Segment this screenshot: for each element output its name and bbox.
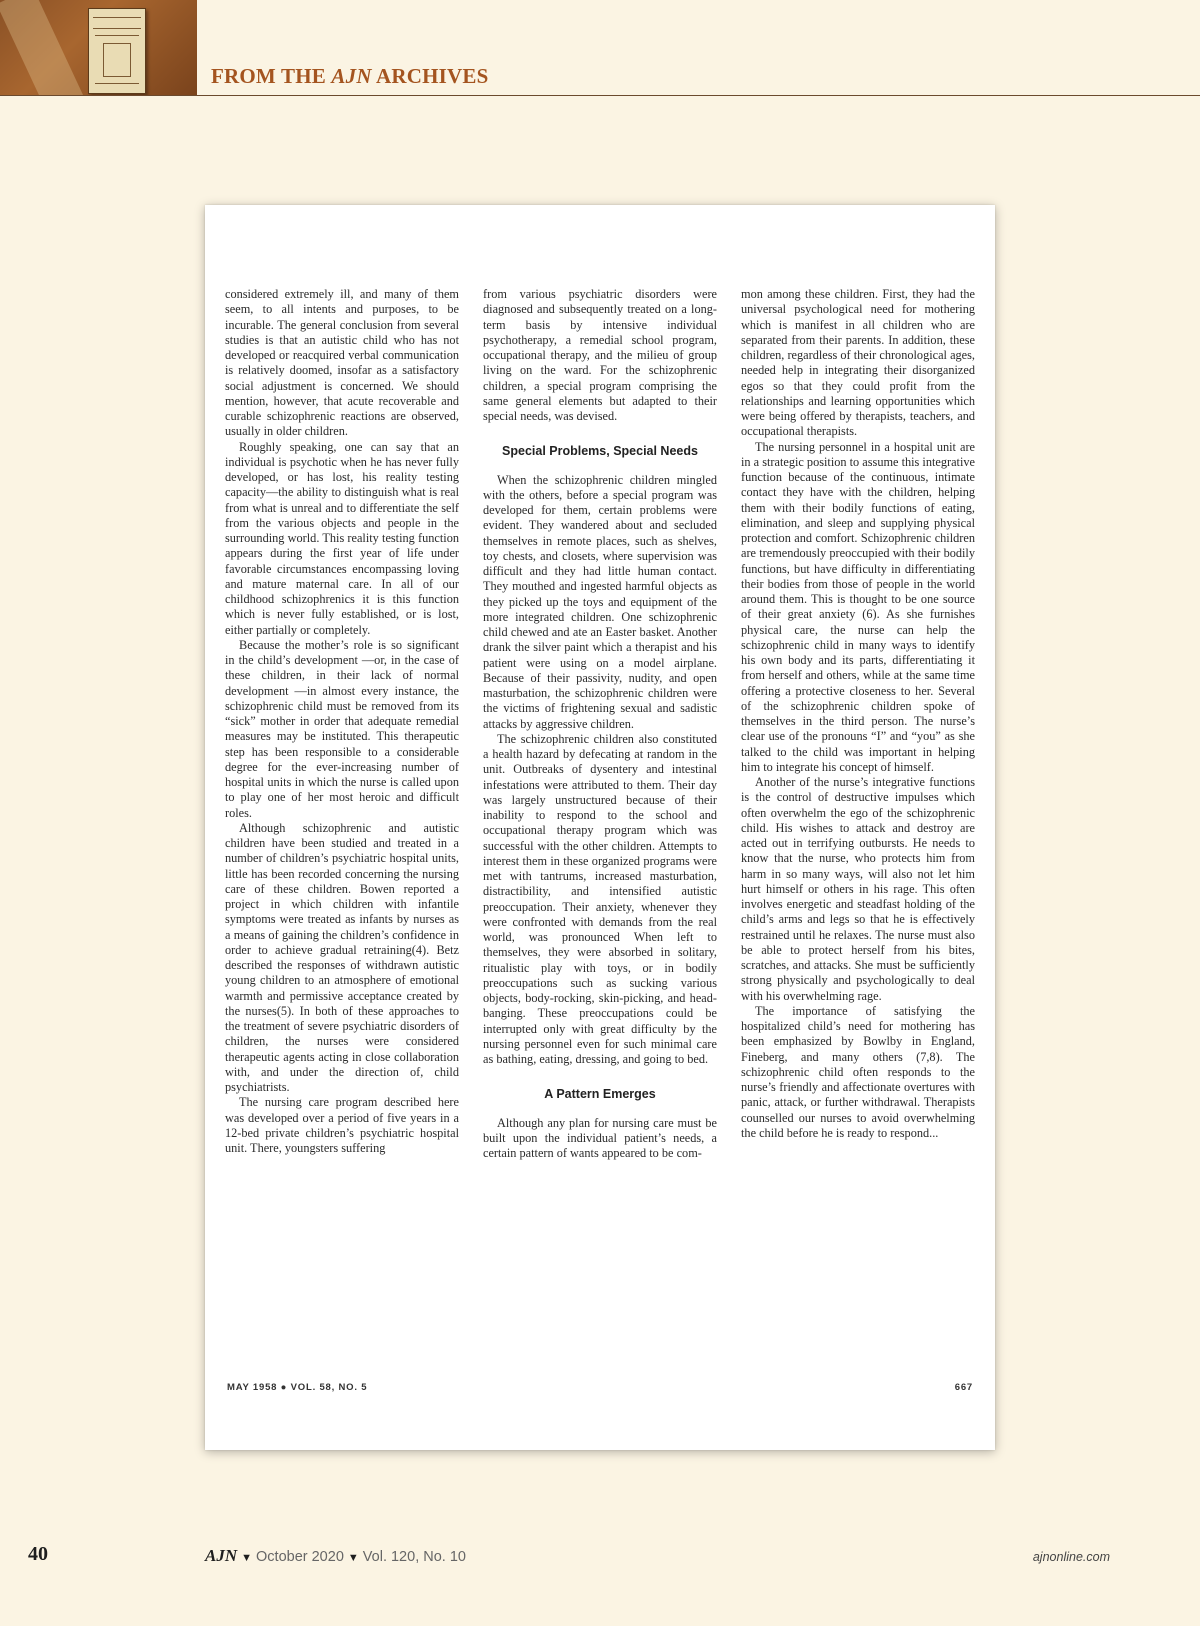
section-heading: Special Problems, Special Needs bbox=[502, 444, 698, 459]
article-paragraph: The schizophrenic children also constituted a health hazard by defecating at random in the unit. Outbreaks of dysentery and intestinal infestations were attributed to them. Their day was largely unstructured because of their inability to respond to the school and occupational therapy program which was successful with the other children. Attempts to interest them in these organized programs were met with tantrums, increased masturbation, distractibility, and intensified autistic preoccupation. Their anxiety, whenever they were confronted with demands from the real world, was pronounced When left to themselves, they were absorbed in solitary, ritualistic play with toys, or in bodily preoccupations such as sucking various objects, body-rocking, skin-picking, and head-banging. These preoccupations could be interrupted only with great difficulty by the nursing personnel even for such minimal care as bathing, eating, dressing, and going to bed. bbox=[483, 731, 717, 1066]
archive-thumbnail bbox=[0, 0, 197, 95]
section-heading: A Pattern Emerges bbox=[544, 1087, 656, 1102]
section-title bbox=[211, 64, 488, 89]
article-column bbox=[225, 287, 459, 1372]
journal-name: AJN bbox=[205, 1546, 238, 1565]
scan-issue-info: MAY 1958 ● VOL. 58, NO. 5 bbox=[227, 1382, 368, 1393]
page-header bbox=[0, 0, 1200, 96]
article-paragraph: The importance of satisfying the hospitalized child’s need for mothering has been emphasized by Bowlby in England, Fineberg, and many others (7,8). The schizophrenic child often responds to the nurse’s friendly and affectionate overtures with panic, attack, or further withdrawal. Therapists counselled our nurses to avoid overwhelming the child before he is ready to respond... bbox=[741, 1003, 975, 1140]
journal-citation bbox=[205, 1546, 466, 1566]
article-paragraph: Although schizophrenic and autistic children have been studied and treated in a number of children’s psychiatric hospital units, little has been recorded concerning the nursing care of these children. Bowen reported a project in which children with infantile symptoms were treated as infants by nurses as a means of gaining the children’s confidence in order to achieve gradual retraining(4). Betz described the responses of withdrawn autistic young children to an atmosphere of emotional warmth and permissive acceptance created by the nurses(5). In both of these approaches to the treatment of severe psychiatric disorders of children, the nurses were considered therapeutic agents acting in close collaboration with, and under the direction of, child psychiatrists. bbox=[225, 820, 459, 1094]
scan-footer bbox=[227, 1382, 973, 1396]
article-paragraph: considered extremely ill, and many of them seem, to all intents and purposes, to be incurable. The general conclusion from several studies is that an autistic child who has not developed or reacquired verbal communication is relatively doomed, insofar as a satisfactory social adjustment is concerned. We should mention, however, that acute recoverable and curable schizophrenic reactions are observed, usually in older children. bbox=[225, 287, 459, 439]
article-column bbox=[483, 287, 717, 1372]
issue-volume: Vol. 120, No. 10 bbox=[362, 1549, 466, 1565]
article-paragraph: from various psychiatric disorders were diagnosed and subsequently treated on a long-term basis by intensive individual psychotherapy, a remedial school program, occupational therapy, and the milieu of group living on the ward. For the schizophrenic children, a special program comprising the same general elements but adapted to their special needs, was devised. bbox=[483, 287, 717, 423]
article-paragraph: Roughly speaking, one can say that an individual is psychotic when he has never fully developed, or has lost, his reality testing capacity—the ability to distinguish what is real from what is unreal and to differentiate the self from the various objects and people in the surrounding world. This reality testing function appears during the first year of life under favorable circumstances encompassing loving and mature maternal care. In all of our childhood schizophrenics it is this function which is never fully established, or is lost, either partially or completely. bbox=[225, 439, 459, 637]
article-paragraph: Because the mother’s role is so significant in the child’s development —or, in the case of these children, in their lack of normal development —in almost every instance, the schizophrenic child must be removed from its “sick” mother in order that adequate remedial measures may be instituted. This therapeutic step has been responsible to a considerable degree for the ever-increasing number of hospital units in which the nurse is called upon to play one of her most heroic and difficult roles. bbox=[225, 637, 459, 820]
section-title-pre: FROM THE bbox=[211, 64, 332, 88]
article-columns bbox=[225, 287, 975, 1372]
article-paragraph: Although any plan for nursing care must be built upon the individual patient’s needs, a certain pattern of wants appeared to be com- bbox=[483, 1115, 717, 1160]
triangle-down-icon: ▼ bbox=[347, 1552, 359, 1564]
article-paragraph: mon among these children. First, they had the universal psychological need for mothering which is manifest in all children who are separated from their parents. In addition, these children, regardless of their chronological ages, needed help in integrating their disorganized egos so that they could profit from the relationships and learning opportunities which were being offered by therapists, teachers, and occupational therapists. bbox=[741, 287, 975, 439]
website-url[interactable]: ajnonline.com bbox=[1032, 1550, 1110, 1564]
article-paragraph: The nursing care program described here was developed over a period of five years in a 12-bed private children’s psychiatric hospital unit. There, youngsters suffering bbox=[225, 1095, 459, 1155]
section-title-ajn: AJN bbox=[331, 64, 372, 88]
issue-date: October 2020 bbox=[256, 1549, 344, 1565]
triangle-down-icon: ▼ bbox=[241, 1552, 253, 1564]
scan-page-number: 667 bbox=[954, 1382, 973, 1393]
page-number: 40 bbox=[28, 1543, 48, 1565]
vintage-journal-cover-icon bbox=[88, 8, 146, 94]
article-paragraph: When the schizophrenic children mingled with the others, before a special program was developed for them, certain problems were evident. They wandered about and secluded themselves in remote places, such as shelves, toy chests, and closets, where supervision was difficult and they had little human contact. They mouthed and ingested harmful objects as they picked up the toys and equipment of the more integrated children. One schizophrenic child chewed and ate an Easter basket. Another drank the silver paint which a therapist and his patient were using on a model airplane. Because of their passivity, nudity, and open masturbation, the schizophrenic children were the victims of frightening sexual and sadistic attacks by aggressive children. bbox=[483, 472, 717, 731]
archived-article-scan bbox=[205, 205, 995, 1450]
section-title-post: ARCHIVES bbox=[371, 64, 489, 88]
article-paragraph: The nursing personnel in a hospital unit are in a strategic position to assume this integrative function because of the continuous, intimate contact they have with the children, helping them with their bodily functions of eating, elimination, and sleep and supplying physical protection and comfort. Schizophrenic children are tremendously preoccupied with their bodily functions, but have difficulty in differentiating their bodies from those of people in the world around them. This is thought to be one source of their great anxiety (6). As she furnishes physical care, the nurse can help the schizophrenic child in many ways to identify his own body and its parts, differentiating it from herself and others, while at the same time offering a protective closeness to her. Several of the schizophrenic children spoke of themselves in the third person. The nurse’s clear use of the pronouns “I” and “you” as she talked to the child was important in helping him to integrate his concept of himself. bbox=[741, 439, 975, 774]
article-column bbox=[741, 287, 975, 1372]
article-paragraph: Another of the nurse’s integrative functions is the control of destructive impulses which often overwhelm the ego of the schizophrenic child. His wishes to attack and destroy are acted out in terrifying outbursts. He needs to know that the nurse, who protects him from harm in so many ways, will also not let him hurt himself or others in his rage. This often involves energetic and steadfast holding of the child’s arms and legs so that he is effectively restrained until he relaxes. The nurse must also be able to protect herself from his bites, scratches, and attacks. She must be sufficiently strong physically and psychologically to deal with his overwhelming rage. bbox=[741, 775, 975, 1003]
